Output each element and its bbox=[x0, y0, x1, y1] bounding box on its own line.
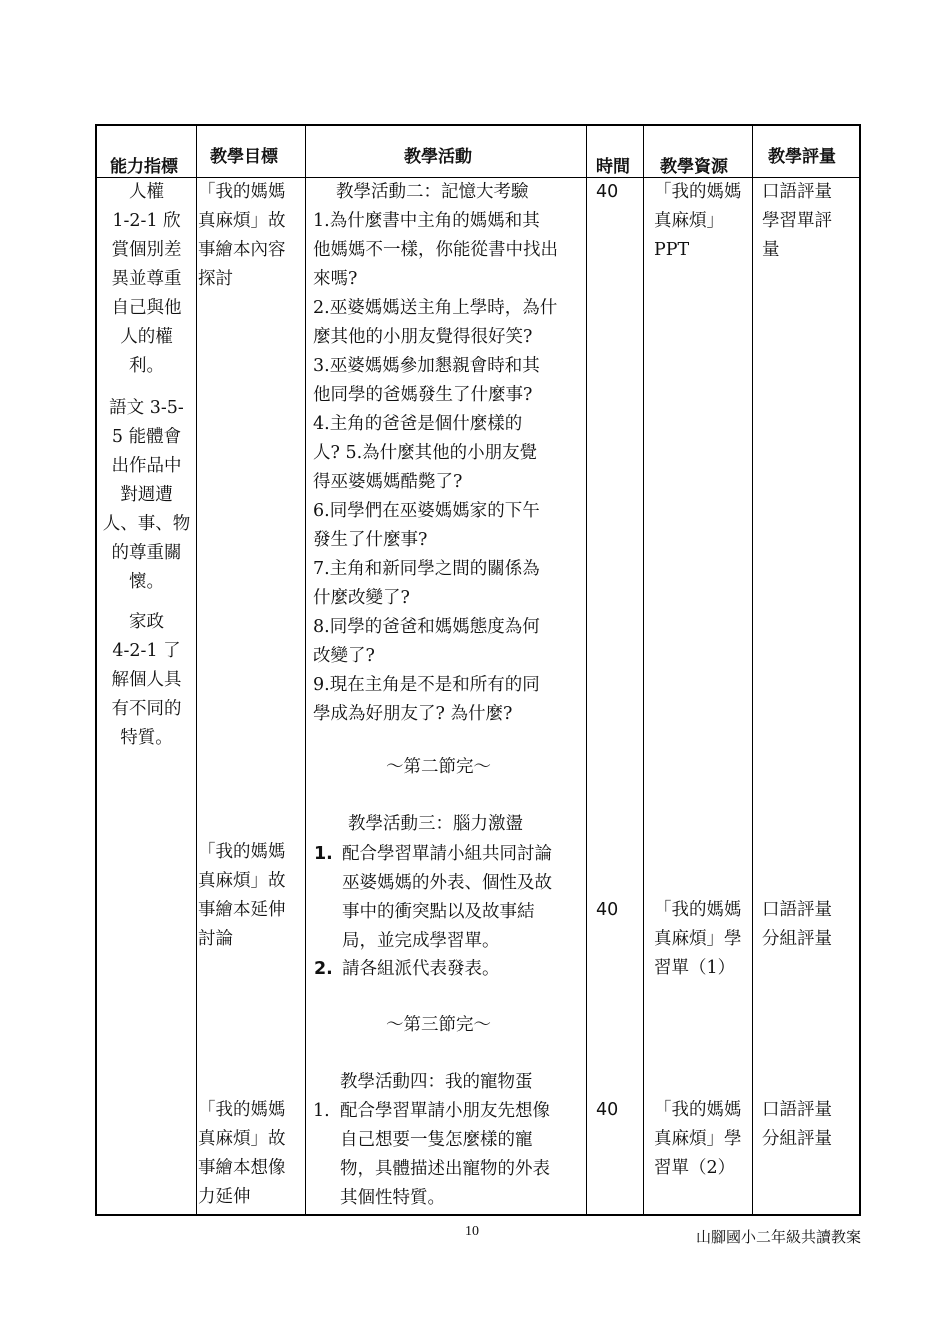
activity4-item1-number: 1. bbox=[313, 1101, 330, 1121]
activity3-end-marker: ～第三節完～ bbox=[386, 1015, 491, 1035]
activity4-item1: 配合學習單請小朋友先想像 自己想要一隻怎麼樣的寵 物，具體描述出寵物的外表 其個性特質。 bbox=[340, 1101, 550, 1208]
assessment-activity4: 口語評量 分組評量 bbox=[762, 1100, 832, 1149]
activity3-title: 教學活動三：腦力激盪 bbox=[348, 814, 523, 834]
ability-human-rights: 人權 1-2-1 欣 賞個別差 異並尊重 自己與他 人的權 利。 bbox=[111, 182, 182, 376]
goal-imagination-extension: 「我的媽媽 真麻煩」故 事繪本想像 力延伸 bbox=[198, 1100, 286, 1207]
header-time: 時間 bbox=[596, 157, 630, 177]
assessment-activity2: 口語評量 學習單評 量 bbox=[762, 182, 832, 260]
activity2-end-marker: ～第二節完～ bbox=[386, 757, 491, 777]
time-activity2: 40 bbox=[596, 182, 619, 202]
time-activity3: 40 bbox=[596, 900, 619, 920]
resource-ppt: 「我的媽媽 真麻煩」 PPT bbox=[654, 182, 742, 260]
page-number: 10 bbox=[465, 1224, 479, 1239]
assessment-activity3: 口語評量 分組評量 bbox=[762, 900, 832, 949]
time-activity4: 40 bbox=[596, 1100, 619, 1120]
activity4-title: 教學活動四：我的寵物蛋 bbox=[340, 1072, 533, 1092]
header-ability: 能力指標 bbox=[110, 157, 178, 177]
col-divider-1 bbox=[196, 124, 197, 1216]
table-border-right bbox=[859, 124, 861, 1216]
activity3-item1: 配合學習單請小組共同討論 巫婆媽媽的外表、個性及故 事中的衝突點以及故事結 局，並完成學習單。 bbox=[342, 844, 552, 951]
goal-content-discussion: 「我的媽媽 真麻煩」故 事繪本內容 探討 bbox=[198, 182, 286, 289]
activity3-item2-number: 2. bbox=[314, 959, 333, 979]
activity3-item1-number: 1. bbox=[314, 844, 333, 864]
resource-worksheet-1: 「我的媽媽 真麻煩」學 習單（1） bbox=[654, 900, 742, 978]
table-border-bottom bbox=[95, 1214, 861, 1216]
col-divider-4 bbox=[643, 124, 644, 1216]
footer-school-name: 山腳國小二年級共讀教案 bbox=[696, 1228, 862, 1246]
header-resources: 教學資源 bbox=[660, 157, 728, 177]
ability-language: 語文 3-5- 5 能體會 出作品中 對週遭 人、事、物 的尊重關 懷。 bbox=[102, 398, 191, 592]
col-divider-2 bbox=[305, 124, 306, 1216]
activity3-item2: 請各組派代表發表。 bbox=[342, 959, 500, 979]
resource-worksheet-2: 「我的媽媽 真麻煩」學 習單（2） bbox=[654, 1100, 742, 1178]
table-border-top bbox=[95, 124, 861, 126]
ability-home-economics: 家政 4-2-1 了 解個人具 有不同的 特質。 bbox=[111, 612, 182, 748]
header-activity: 教學活動 bbox=[404, 147, 472, 167]
activity2-questions: 1.為什麼書中主角的媽媽和其 他媽媽不一樣，你能從書中找出 來嗎? 2.巫婆媽媽送主角上學時，為什 麼其他的小朋友覺得很好笑? 3.巫婆媽媽參加懇親會時和其 他同學的爸媽發生了什麼事? 4.主角的爸爸是個什麼樣的 人? 5.為什麼其他的小朋友覺 得巫婆媽媽酷斃了? 6.同學們在巫婆媽媽家的下午 發生了什麼事? 7.主角和新同學之間的關係為 什麼改變了? 8.同學的爸爸和媽媽態度為何 改變了? 9.現在主角是不是和所有的同 學成為好朋友了? 為什麼? bbox=[313, 211, 558, 724]
goal-extension-discussion: 「我的媽媽 真麻煩」故 事繪本延伸 討論 bbox=[198, 842, 286, 949]
col-divider-3 bbox=[586, 124, 587, 1216]
header-assessment: 教學評量 bbox=[768, 147, 836, 167]
activity2-title: 教學活動二：記憶大考驗 bbox=[336, 182, 529, 202]
header-goal: 教學目標 bbox=[210, 147, 278, 167]
col-divider-5 bbox=[752, 124, 753, 1216]
